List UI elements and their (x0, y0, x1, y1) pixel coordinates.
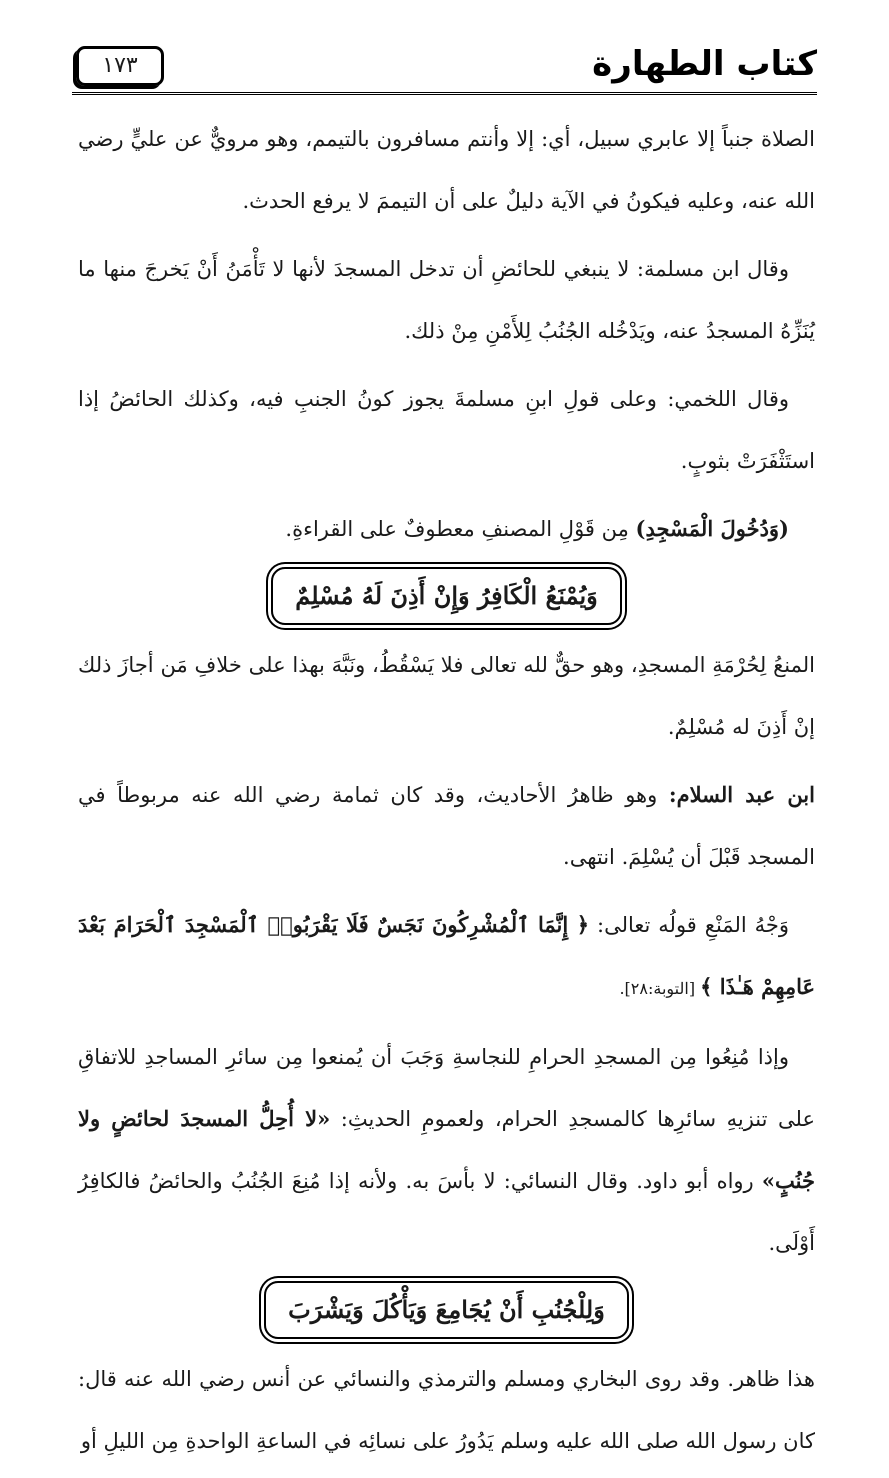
hadith-quote: «لا أُحِلُّ المسجدَ لحائضٍ ولا جُنُبٍ» (78, 1106, 815, 1193)
quoted-matn-phrase: (وَدُخُولَ الْمَسْجِدِ) (635, 516, 789, 541)
paragraph-8 (78, 1026, 815, 1274)
matn-heading-2: وَلِلْجُنُبِ أَنْ يُجَامِعَ وَيَأْكُلَ وَيَشْرَبَ (264, 1281, 629, 1339)
paragraph-6 (78, 764, 815, 888)
page-body (78, 108, 815, 1478)
quran-verse: ﴿ إِنَّمَا ٱلْمُشْرِكُونَ نَجَسٌ فَلَا يَقْرَبُوا۟ ٱلْمَسْجِدَ ٱلْحَرَامَ بَعْدَ عَامِهِمْ هَـٰذَا ﴾ (78, 912, 815, 999)
page-number: ١٧٣ (76, 46, 164, 86)
scholar-name: ابن عبد السلام: (668, 782, 815, 807)
paragraph-7 (78, 894, 815, 1020)
verse-citation: [التوبة:٢٨]. (619, 979, 701, 998)
paragraph-6-text: وهو ظاهرُ الأحاديث، وقد كان ثمامة رضي الله عنه مربوطاً في المسجد قَبْلَ أن يُسْلِمَ. انتهى. (78, 783, 815, 869)
paragraph-3: وقال اللخمي: وعلى قولِ ابنِ مسلمةَ يجوز كونُ الجنبِ فيه، وكذلك الحائضُ إذا استَثْفَرَتْ بثوبٍ. (78, 387, 815, 473)
paragraph-9: هذا ظاهر. وقد روى البخاري ومسلم والترمذي والنسائي عن أنس رضي الله عنه قال: كان رسول الله صلى الله عليه وسلم يَدُورُ على نسائِه في الساعةِ الواحدةِ مِن الليلِ أو (78, 1367, 815, 1453)
matn-heading-1: وَيُمْنَعُ الْكَافِرُ وَإِنْ أَذِنَ لَهُ مُسْلِمٌ (271, 567, 621, 625)
paragraph-4-text: مِن قَوْلِ المصنفِ معطوفٌ على القراءةِ. (285, 517, 636, 541)
paragraph-4 (78, 498, 815, 560)
matn-heading-1-wrap (78, 566, 815, 628)
paragraph-1: الصلاة جنباً إلا عابري سبيل، أي: إلا وأنتم مسافرون بالتيمم، وهو مرويٌّ عن عليٍّ رضي الله عنه، وعليه فيكونُ في الآية دليلٌ على أن التيممَ لا يرفع الحدث. (78, 127, 815, 213)
book-title: كتاب الطهارة (592, 44, 817, 84)
matn-heading-2-wrap (78, 1280, 815, 1342)
paragraph-2: وقال ابن مسلمة: لا ينبغي للحائضِ أن تدخل المسجدَ لأنها لا تَأْمَنُ أَنْ يَخرجَ منها ما يُنَزِّهُ المسجدُ عنه، ويَدْخُله الجُنُبُ لِلأَمْنِ مِنْ ذلك. (78, 257, 815, 343)
header-divider (72, 92, 817, 95)
paragraph-5: المنعُ لِحُرْمَةِ المسجدِ، وهو حقٌّ لله تعالى فلا يَسْقُطُ، ونَبَّهَ بهذا على خلافِ مَن أجازَ ذلك إنْ أَذِنَ له مُسْلِمٌ. (78, 653, 815, 739)
paragraph-8-end: رواه أبو داود. وقال النسائي: لا بأسَ به. ولأنه إذا مُنِعَ الجُنُبُ والحائضُ فالكافِرُ أَوْلَى. (78, 1169, 815, 1255)
page-header (72, 38, 817, 98)
paragraph-8-text: وإذا مُنِعُوا مِن المسجدِ الحرامِ للنجاسةِ وَجَبَ أن يُمنعوا مِن سائرِ المساجدِ للاتفاقِ على تنزيهِ سائرِها كالمسجدِ الحرام، ولعمومِ الحديثِ: (78, 1045, 816, 1131)
paragraph-7-text: وَجْهُ المَنْعِ قولُه تعالى: (589, 913, 789, 937)
